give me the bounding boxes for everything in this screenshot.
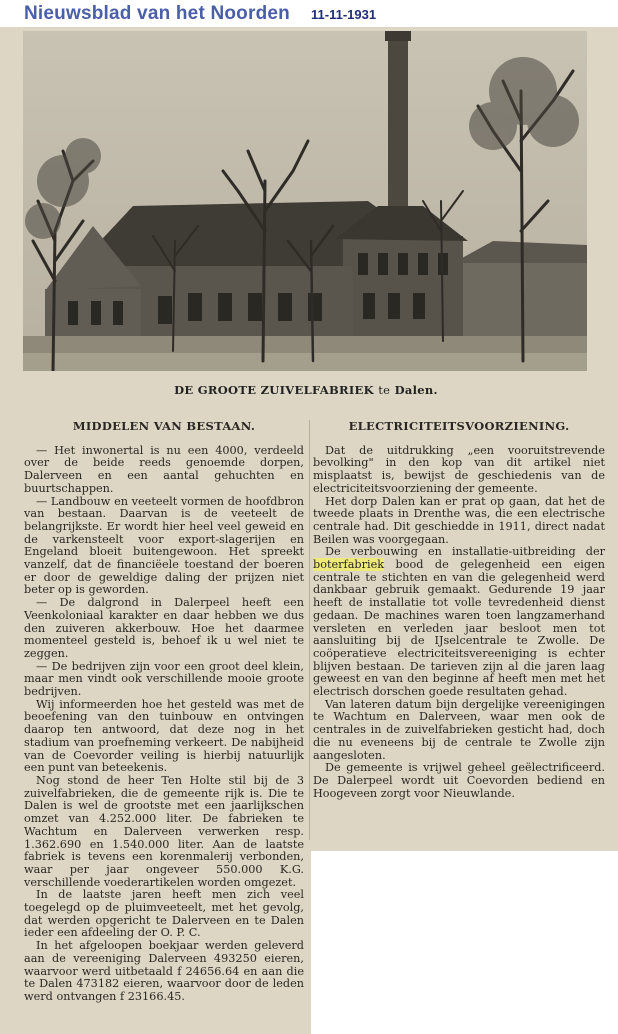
clipping-cutout-area: [311, 851, 618, 1034]
left-paragraph: In de laatste jaren heeft men zich veel toegelegd op de pluimveeteelt, met het gevolg, dat werden opgericht te Dalerveen en te Dalen ieder een afdeeling der O. P. C.: [24, 888, 304, 940]
caption-place: Dalen.: [394, 383, 438, 397]
highlighted-word: boterfabriek: [313, 558, 385, 572]
left-paragraph: — Het inwonertal is nu een 4000, verdeeld over de beide reeds genoemde dorpen, Dalerveen en een aantal gehuchten en buurtschappen.: [24, 443, 304, 495]
left-paragraph: Nog stond de heer Ten Holte stil bij de 3 zuivelfabrieken, die de gemeente rijk is. Die te Dalen is wel de grootste met een jaarlijkschen omzet van 4.252.000 liter. De fabrieken te Wachtum en Dalerveen verwerken resp. 1.362.690 en 1.540.000 liter. Aan de laatste fabriek is tevens een korenmalerij verbonden, waar per jaar ongeveer 550.000 K.G. verschillende voederartikelen worden omgezet.: [24, 773, 304, 889]
left-column: [24, 420, 304, 1004]
right-paragraph: Het dorp Dalen kan er prat op gaan, dat het de tweede plaats in Drenthe was, die een electrische centrale had. Dit geschiedde in 1911, direct nadat Beilen was voorgegaan.: [313, 494, 605, 546]
newspaper-title: Nieuwsblad van het Noorden: [24, 3, 290, 24]
right-column: [313, 420, 605, 800]
right-paragraph: Van lateren datum bijn dergelijke vereenigingen te Wachtum en Dalerveen, waar men ook de centrales in de zuivelfabrieken gesticht had, doch die nu eveneens bij de centrale te Zwolle zijn aangesloten.: [313, 697, 605, 762]
right-heading: ELECTRICITEITSVOORZIENING.: [348, 419, 570, 433]
masthead: [0, 0, 618, 28]
left-paragraph: In het afgeloopen boekjaar werden geleverd aan de vereeniging Dalerveen 493250 eieren, waarvoor werd uitbetaald f 24656.64 en aan die te Dalen 473182 eieren, waarvoor door de leden werd ontvangen f 23166.45.: [24, 939, 304, 1003]
right-paragraph: De verbouwing en installatie-uitbreiding der boterfabriek bood de gelegenheid een eigen centrale te stichten en van die gelegenheid werd dankbaar gebruik gemaakt. Gedurende 19 jaar heeft de installatie tot volle tevredenheid dienst gedaan. De machines waren toen langzamerhand versleten en verleden jaar besloot men tot aansluiting bij de IJselcentrale te Zwolle. De coöperatieve electriciteitsvereeniging is echter blijven bestaan. De tarieven zijn al die jaren laag geweest en van den beginne af heeft men met het electrisch dorschen goede resultaten gehad.: [313, 545, 605, 699]
left-paragraph: Wij informeerden hoe het gesteld was met de beoefening van den tuinbouw en ontvingen daarop ten antwoord, dat deze nog in het stadium van proefneming verkeert. De nabijheid van de Coevorder veiling is hierbij natuurlijk een punt van beteekenis.: [24, 697, 304, 775]
left-heading: MIDDELEN VAN BESTAAN.: [72, 419, 256, 433]
photo-caption: [24, 383, 588, 397]
caption-main: DE GROOTE ZUIVELFABRIEK: [174, 383, 374, 397]
column-divider: [309, 420, 310, 840]
right-paragraph: Dat de uitdrukking „een vooruitstrevende bevolking" in den kop van dit artikel niet misplaatst is, bewijst de geschiedenis van de electriciteitsvoorziening der gemeente.: [313, 443, 605, 495]
factory-photo-drawing: [23, 31, 587, 371]
left-paragraph: — De bedrijven zijn voor een groot deel klein, maar men vindt ook verschillende mooie groote bedrijven.: [24, 659, 304, 699]
left-paragraph: — De dalgrond in Dalerpeel heeft een Veenkoloniaal karakter en daar hebben we dus den zuiveren akkerbouw. Hoe het daarmee momenteel gesteld is, behoef ik u wel niet te zeggen.: [24, 596, 304, 660]
factory-photo: [23, 31, 587, 371]
left-paragraph: — Landbouw en veeteelt vormen de hoofdbron van bestaan. Daarvan is de veeteelt de belangrijkste. Er wordt hier heel veel geweid en de varkensteelt voor export-slagerijen en Engeland bloeit buitengewoon. Het spreekt vanzelf, dat de financiëele toestand der boeren er door de geweldige daling der prijzen niet beter op is geworden.: [24, 494, 304, 597]
right-paragraph: De gemeente is vrijwel geheel geëlectrificeerd. De Dalerpeel wordt uit Coevorden bediend en Hoogeveen zorgt voor Nieuwlande.: [313, 761, 605, 800]
publication-date: 11-11-1931: [311, 7, 377, 22]
caption-te: te: [378, 383, 391, 397]
